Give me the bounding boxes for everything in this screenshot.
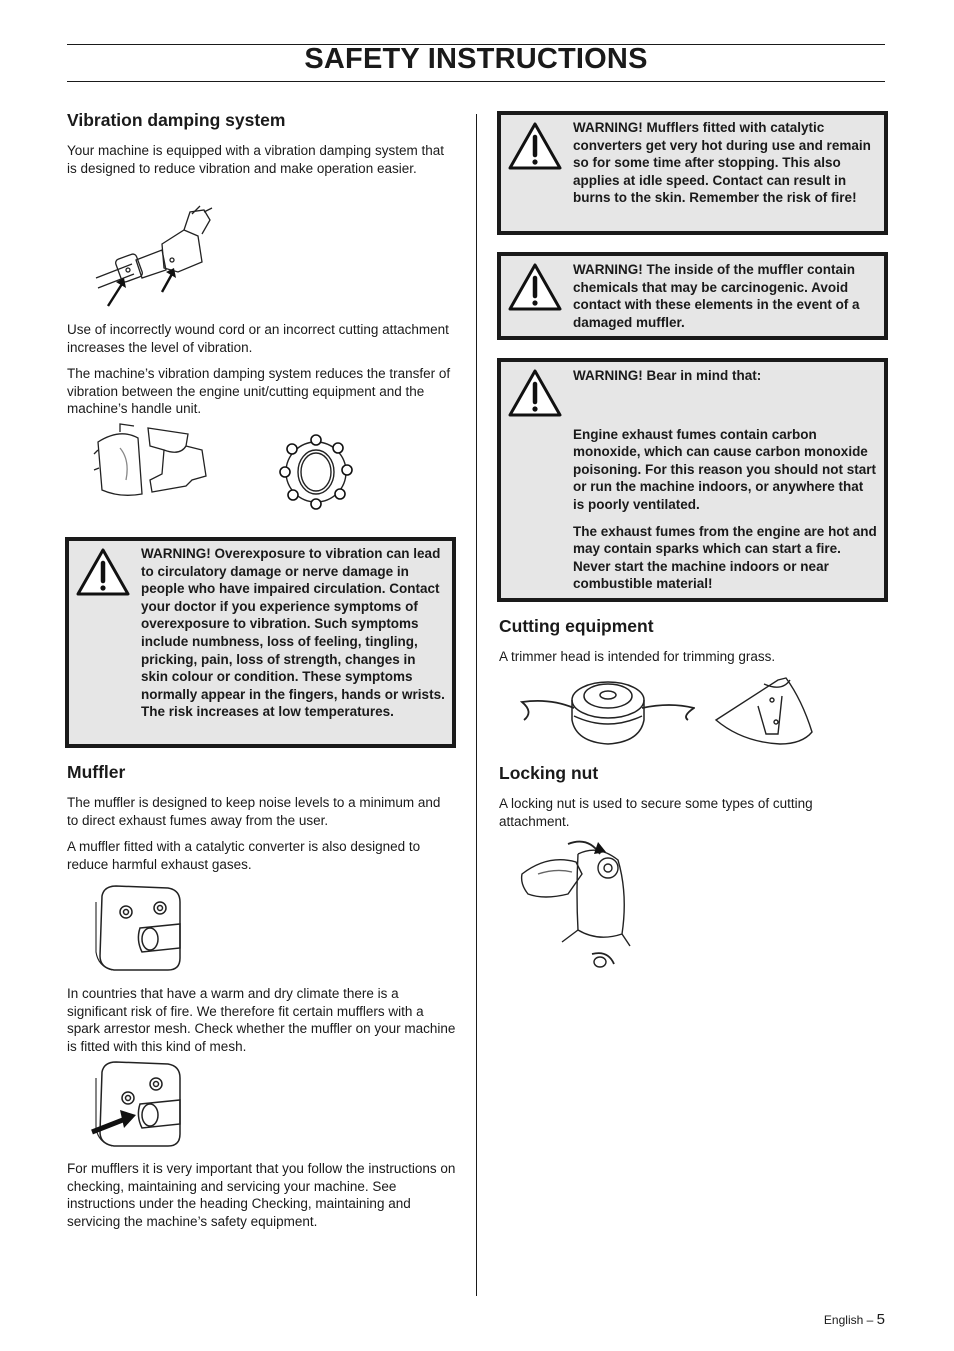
- page-number: 5: [876, 1311, 885, 1328]
- exhaust-warning-intro: WARNING! Bear in mind that:: [573, 368, 762, 383]
- exhaust-warning-paragraph-2: The exhaust fumes from the engine are hot and may contain sparks which can start a fire. Never start the machine indoors or near combustible material!: [573, 523, 877, 592]
- damping-ring-illustration: [278, 432, 358, 512]
- catalytic-warning-box: [497, 111, 888, 235]
- exhaust-warning-paragraph-1: Engine exhaust fumes contain carbon monoxide, which can cause carbon monoxide poisoning. For this reason you should not start or run the machine indoors, or anywhere that is poorly ventilated.: [573, 426, 877, 512]
- muffler-paragraph-2: A muffler fitted with a catalytic converter is also designed to reduce harmful exhaust gases.: [67, 839, 421, 872]
- muffler-heading: Muffler: [67, 762, 126, 782]
- grass-shield-illustration: [712, 676, 814, 748]
- catalytic-warning-text: WARNING! Mufflers fitted with catalytic converters get very hot during use and remain so for some time after stopping. This also applies at idle speed. Contact can result in burns to the skin. Remember the risk of fire!: [573, 120, 871, 206]
- exhaust-warning-box: [497, 358, 888, 602]
- catalytic-muffler-illustration: [92, 882, 187, 974]
- footer-language: English: [823, 1313, 864, 1327]
- spark-arrestor-muffler-illustration: [90, 1060, 185, 1152]
- carcinogen-warning-text: WARNING! The inside of the muffler contain chemicals that may be carcinogenic. Avoid contact with these elements in the event of a damaged muffler.: [573, 262, 860, 330]
- muffler-paragraph-1: The muffler is designed to keep noise levels to a minimum and to direct exhaust fumes away from the user.: [67, 795, 441, 828]
- carcinogen-warning-box: [497, 252, 888, 340]
- damping-sleeve-illustration: [90, 420, 220, 500]
- locking-paragraph-1: A locking nut is used to secure some types of cutting attachment.: [499, 796, 813, 829]
- page-title: SAFETY INSTRUCTIONS: [304, 43, 648, 75]
- vibration-warning-box: [65, 537, 456, 748]
- page-footer: [824, 1311, 885, 1328]
- vibration-paragraph-3: The machine’s vibration damping system reduces the transfer of vibration between the engine unit/cutting equipment and the machine’s handle unit.: [67, 366, 451, 416]
- muffler-paragraph-4: For mufflers it is very important that you follow the instructions on checking, maintaining and servicing your machine. See instructions under the heading Checking, maintaining and servicing the machine’s safety equipment.: [67, 1161, 456, 1229]
- warning-triangle-icon: [507, 262, 563, 312]
- locking-heading: Locking nut: [499, 763, 599, 783]
- locking-nut-illustration: [518, 834, 638, 974]
- damping-handle-illustration: [92, 200, 217, 310]
- warning-triangle-icon: [75, 547, 131, 597]
- trimmer-head-illustration: [520, 668, 695, 748]
- vibration-paragraph-2: Use of incorrectly wound cord or an incorrect cutting attachment increases the level of vibration.: [67, 322, 449, 355]
- column-divider: [476, 114, 477, 1296]
- warning-triangle-icon: [507, 121, 563, 171]
- cutting-paragraph-1: A trimmer head is intended for trimming grass.: [499, 649, 776, 664]
- cutting-heading: Cutting equipment: [499, 616, 654, 636]
- muffler-paragraph-3: In countries that have a warm and dry climate there is a significant risk of fire. We therefore fit certain mufflers with a spark arrestor mesh. Check whether the muffler on your machine is fitted with this kind of mesh.: [67, 986, 456, 1054]
- header-rule-bottom: [67, 81, 885, 82]
- warning-triangle-icon: [507, 368, 563, 418]
- vibration-heading: Vibration damping system: [67, 110, 286, 130]
- vibration-warning-text: WARNING! Overexposure to vibration can lead to circulatory damage or nerve damage in people who have impaired circulation. Contact your doctor if you experience symptoms of overexposure to vibration. Such symptoms include numbness, loss of feeling, tingling, pricking, pain, loss of strength, changes in skin colour or condition. These symptoms normally appear in the fingers, hands or wrists. The risk increases at low temperatures.: [141, 546, 445, 720]
- vibration-paragraph-1: Your machine is equipped with a vibration damping system that is designed to reduce vibration and make operation easier.: [67, 143, 444, 176]
- footer-separator: –: [866, 1313, 874, 1327]
